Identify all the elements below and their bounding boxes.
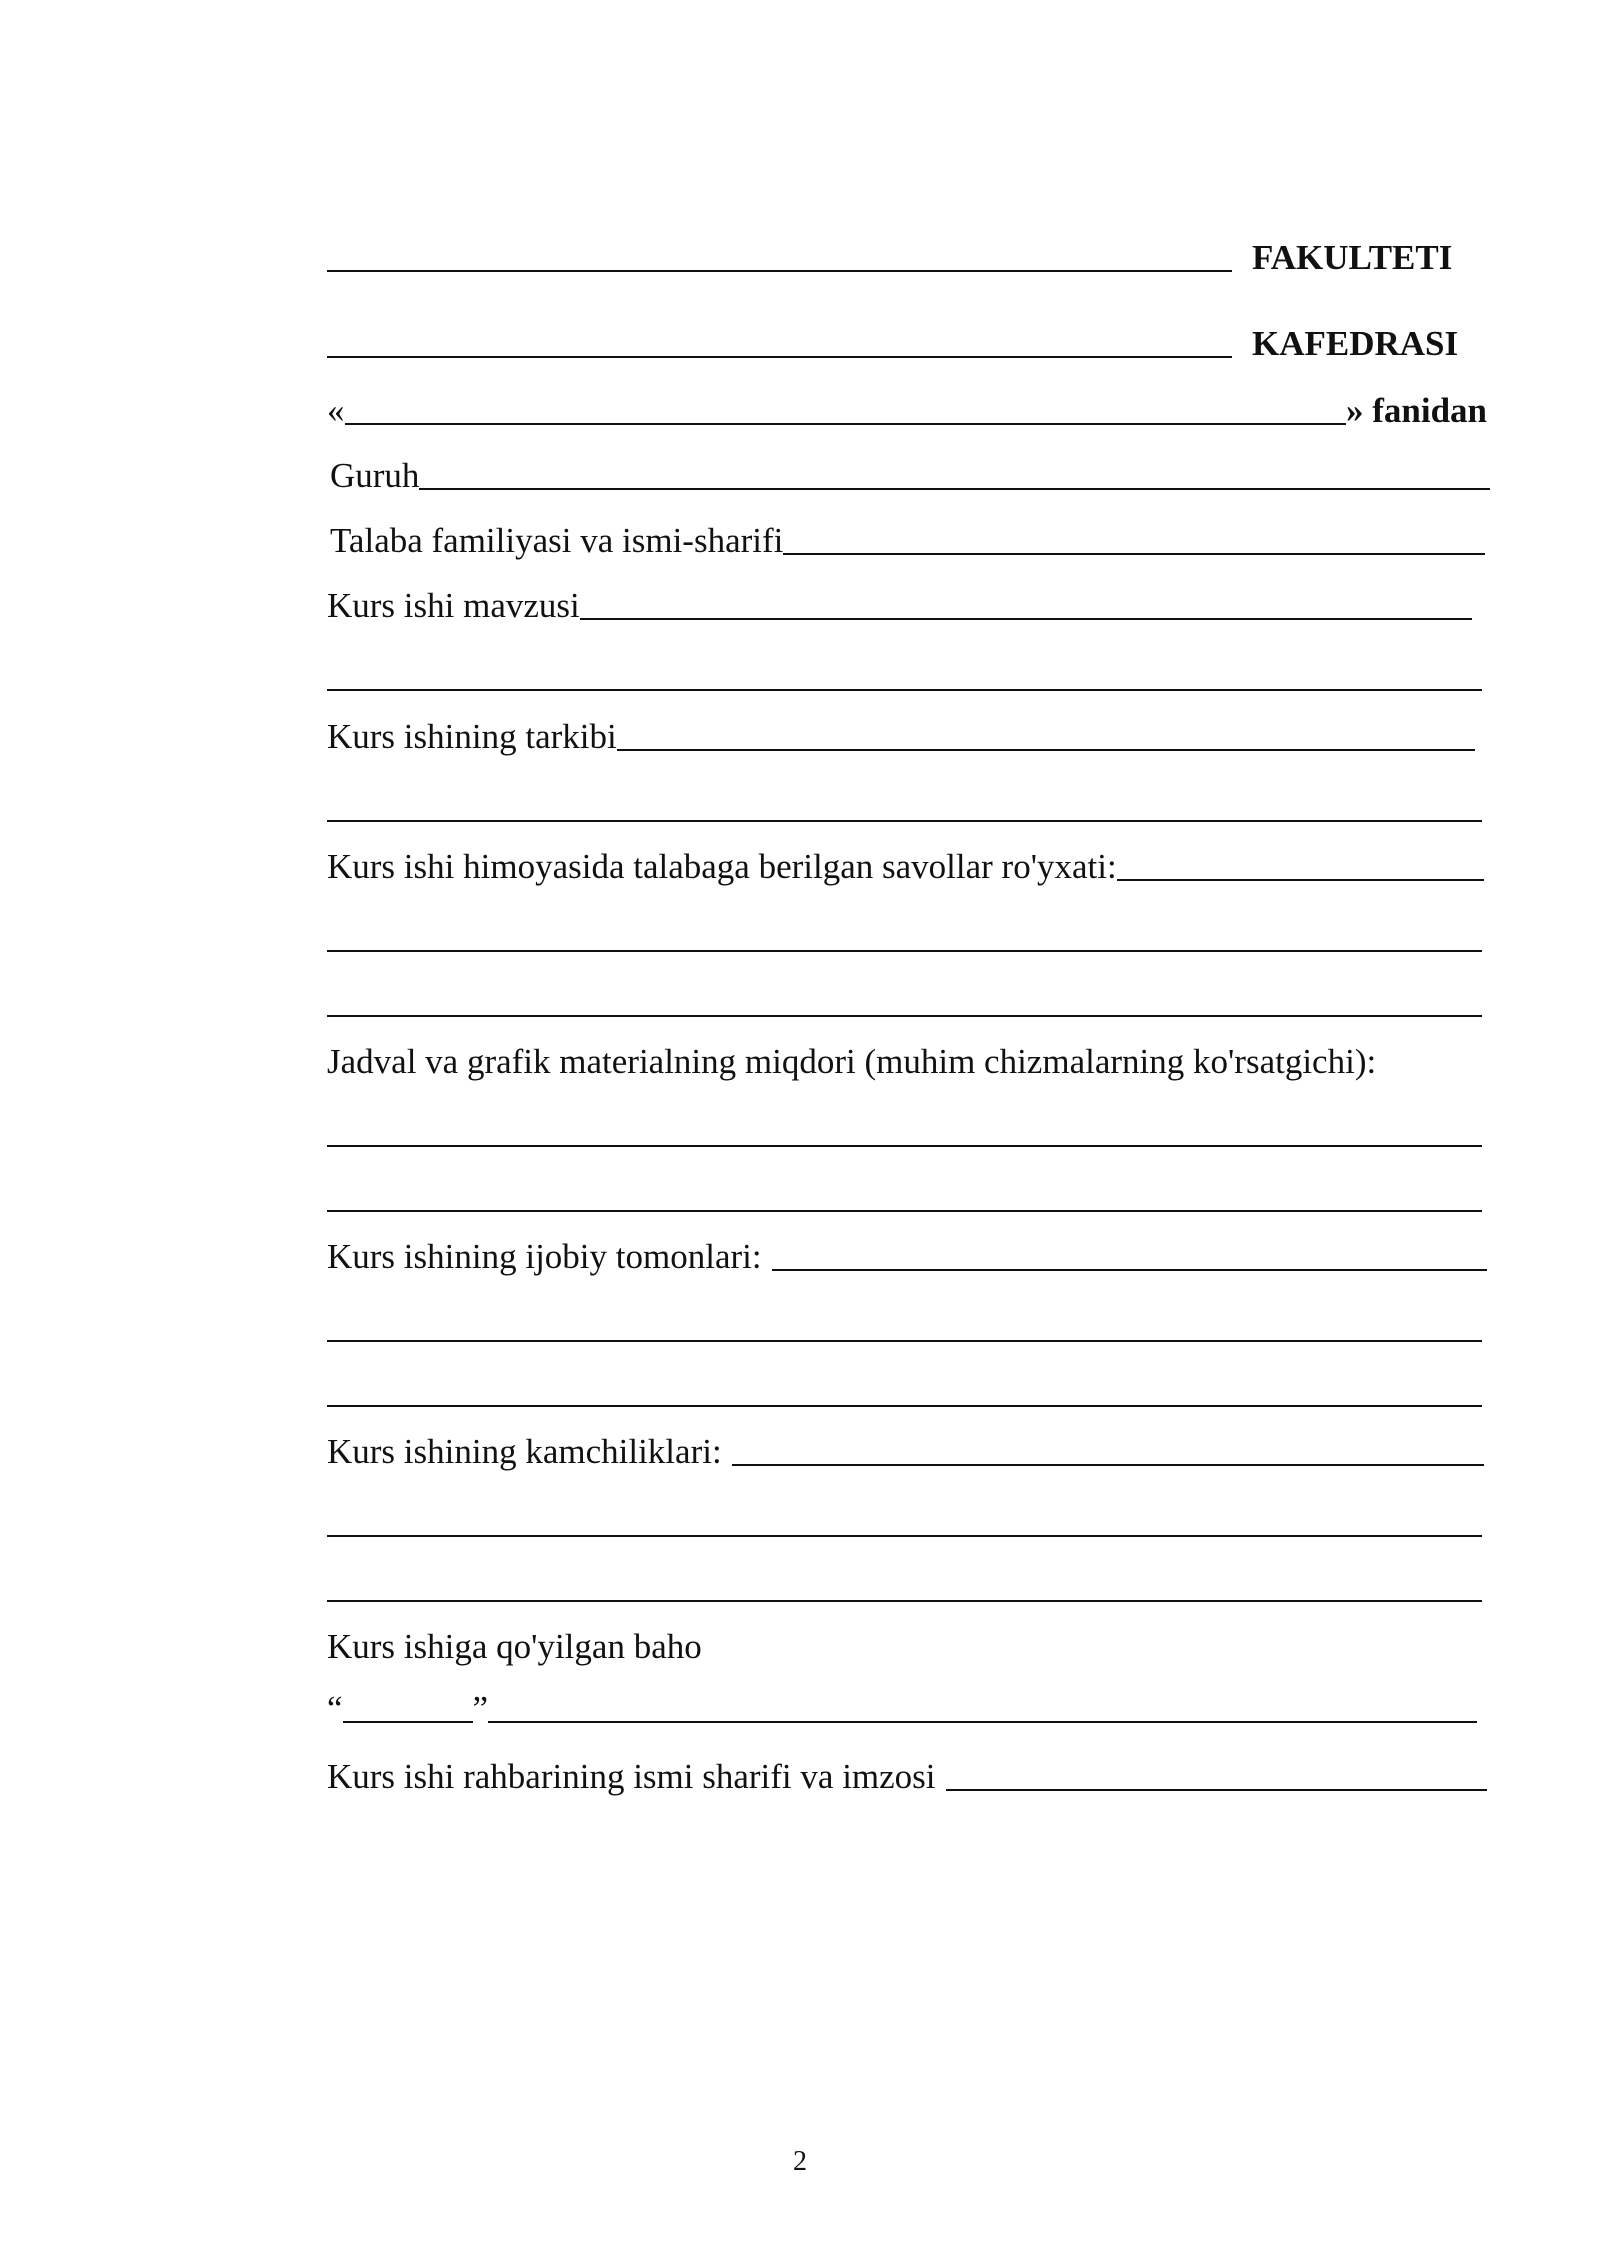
- grade-label-line: [327, 1623, 1487, 1671]
- group-line: [330, 452, 1490, 500]
- grade-label: Kurs ishiga qo'yilgan baho: [327, 1627, 702, 1666]
- contents-line: [327, 713, 1475, 761]
- tables-extra-rule-2[interactable]: [327, 1210, 1482, 1212]
- positives-blank[interactable]: [772, 1269, 1487, 1271]
- grade-comment-blank[interactable]: [488, 1721, 1477, 1723]
- shortcomings-blank[interactable]: [732, 1464, 1484, 1466]
- contents-extra-rule[interactable]: [327, 820, 1482, 822]
- faculty-label: FAKULTETI: [1252, 238, 1453, 277]
- positives-extra-rule-2[interactable]: [327, 1405, 1482, 1407]
- contents-blank[interactable]: [617, 749, 1475, 751]
- topic-extra-rule[interactable]: [327, 689, 1482, 691]
- subject-line: [327, 387, 1487, 435]
- questions-label: Kurs ishi himoyasida talabaga berilgan savollar ro'yxati:: [327, 847, 1117, 886]
- faculty-blank[interactable]: [327, 270, 1232, 272]
- grade-value-line: [327, 1685, 1477, 1733]
- group-label: Guruh: [330, 456, 420, 495]
- grade-close-quote: ”: [472, 1689, 489, 1728]
- grade-value-blank[interactable]: [343, 1721, 473, 1723]
- tables-extra-rule-1[interactable]: [327, 1145, 1482, 1147]
- faculty-line: [327, 234, 1487, 282]
- shortcomings-line: [327, 1428, 1484, 1476]
- contents-label: Kurs ishining tarkibi: [327, 717, 617, 756]
- group-blank[interactable]: [419, 488, 1490, 490]
- positives-label: Kurs ishining ijobiy tomonlari:: [327, 1237, 762, 1276]
- questions-extra-rule-1[interactable]: [327, 950, 1482, 952]
- tables-line: [327, 1038, 1487, 1086]
- supervisor-blank[interactable]: [946, 1789, 1487, 1791]
- topic-line: [327, 582, 1472, 630]
- positives-extra-rule-1[interactable]: [327, 1340, 1482, 1342]
- student-blank[interactable]: [783, 553, 1485, 555]
- student-line: [330, 517, 1485, 565]
- topic-label: Kurs ishi mavzusi: [327, 586, 580, 625]
- supervisor-line: [327, 1753, 1487, 1801]
- shortcomings-extra-rule-1[interactable]: [327, 1535, 1482, 1537]
- shortcomings-label: Kurs ishining kamchiliklari:: [327, 1432, 722, 1471]
- page-number: 2: [793, 2146, 807, 2177]
- questions-extra-rule-2[interactable]: [327, 1015, 1482, 1017]
- department-line: [327, 320, 1487, 368]
- shortcomings-extra-rule-2[interactable]: [327, 1600, 1482, 1602]
- questions-line: [327, 843, 1484, 891]
- tables-label: Jadval va grafik materialning miqdori (muhim chizmalarning ko'rsatgichi):: [327, 1042, 1377, 1081]
- department-label: KAFEDRASI: [1252, 324, 1459, 363]
- subject-blank[interactable]: [345, 423, 1346, 425]
- positives-line: [327, 1233, 1487, 1281]
- topic-blank[interactable]: [580, 618, 1472, 620]
- questions-blank[interactable]: [1117, 879, 1484, 881]
- grade-open-quote: “: [327, 1689, 343, 1728]
- subject-open-quote: «: [327, 391, 345, 430]
- student-label: Talaba familiyasi va ismi-sharifi: [330, 521, 784, 560]
- supervisor-label: Kurs ishi rahbarining ismi sharifi va imzosi: [327, 1757, 936, 1796]
- department-blank[interactable]: [327, 356, 1232, 358]
- subject-close-label: » fanidan: [1345, 391, 1487, 430]
